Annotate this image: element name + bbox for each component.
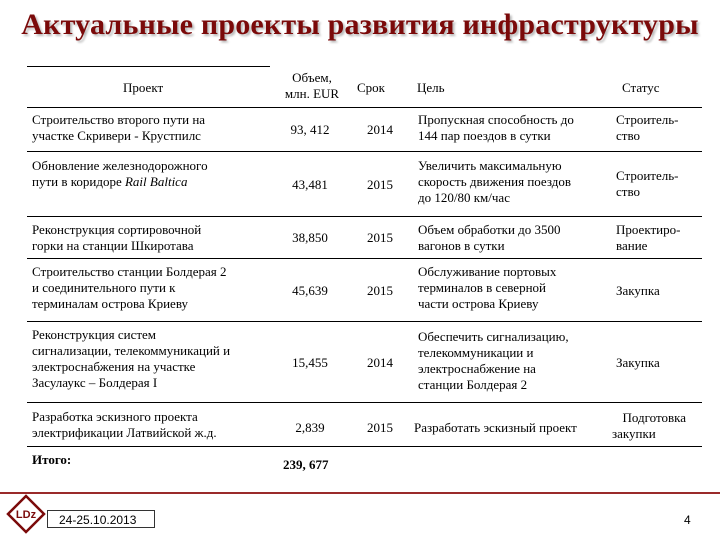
row2-status xyxy=(616,168,679,200)
header-rule-bottom xyxy=(27,107,702,108)
row4-goal xyxy=(418,264,556,312)
header-volume-line1: Объем, xyxy=(292,70,332,85)
row3-project xyxy=(32,222,201,254)
row1-project-line2: участке Скривери - Крустпилс xyxy=(32,128,201,143)
row5-project-line4: Засулаукс – Болдерая I xyxy=(32,375,158,390)
row3-volume: 38,850 xyxy=(292,230,328,245)
row5-goal-line2: телекоммуникации и xyxy=(418,345,534,360)
row4-project-line1: Строительство станции Болдерая 2 xyxy=(32,264,227,279)
row4-status xyxy=(616,283,660,299)
row5-project-line1: Реконструкция систем xyxy=(32,327,157,342)
row4-volume: 45,639 xyxy=(292,283,328,298)
row2-status-line2: ство xyxy=(616,184,641,199)
row1-status-line2: ство xyxy=(616,128,641,143)
row1-goal xyxy=(418,112,574,144)
row4-project-line2: и соединительного пути к xyxy=(32,280,176,295)
row-rule xyxy=(27,402,702,403)
row2-goal-line1: Увеличить максимальную xyxy=(418,158,562,173)
header-project: Проект xyxy=(123,80,164,95)
row4-project xyxy=(32,264,227,312)
header-term: Срок xyxy=(357,80,385,95)
row4-term: 2015 xyxy=(367,283,393,298)
row2-goal-line2: скорость движения поездов xyxy=(418,174,572,189)
row1-goal-line2: 144 пар поездов в сутки xyxy=(418,128,551,143)
row5-project-line3: электроснабжения на участке xyxy=(32,359,196,374)
row3-goal xyxy=(418,222,561,254)
ldz-logo-icon xyxy=(6,494,46,534)
row1-project xyxy=(32,112,205,144)
row6-goal-line1: Разработать эскизный проект xyxy=(414,420,577,435)
row3-project-line1: Реконструкция сортировочной xyxy=(32,222,202,237)
total-label: Итого: xyxy=(32,452,72,467)
row4-goal-line1: Обслуживание портовых xyxy=(418,264,557,279)
row2-project-italic: Rail Baltica xyxy=(124,174,188,189)
row2-goal-line3: до 120/80 км/час xyxy=(418,190,510,205)
row5-goal xyxy=(418,329,569,393)
header-rule-top xyxy=(27,66,270,67)
row1-volume: 93, 412 xyxy=(290,122,330,137)
row5-status xyxy=(616,355,660,371)
row6-project-line1: Разработка эскизного проекта xyxy=(32,409,198,424)
row1-project-line1: Строительство второго пути на xyxy=(32,112,206,127)
row4-project-line3: терминалам острова Криеву xyxy=(32,296,189,311)
slide-title: Актуальные проекты развития инфраструктуры xyxy=(21,8,699,41)
row-rule xyxy=(27,258,702,259)
row-rule xyxy=(27,151,702,152)
page-number: 4 xyxy=(684,513,691,527)
row1-status xyxy=(616,112,679,144)
row6-project xyxy=(32,409,217,441)
row2-status-line1: Строитель- xyxy=(616,168,679,183)
row3-term: 2015 xyxy=(367,230,393,245)
row5-project-line2: сигнализации, телекоммуникаций и xyxy=(32,343,231,358)
header-goal: Цель xyxy=(417,80,445,95)
header-status: Статус xyxy=(622,80,660,95)
row5-project xyxy=(32,327,230,391)
row3-goal-line2: вагонов в сутки xyxy=(418,238,505,253)
row2-term: 2015 xyxy=(367,177,393,192)
row1-term: 2014 xyxy=(367,122,393,137)
row5-term: 2014 xyxy=(367,355,393,370)
row5-volume: 15,455 xyxy=(292,355,328,370)
row-rule xyxy=(27,446,702,447)
row3-status xyxy=(616,222,680,254)
footer-divider xyxy=(0,492,720,494)
row-rule xyxy=(27,321,702,322)
row5-status-line1: Закупка xyxy=(616,355,660,370)
row-rule xyxy=(27,216,702,217)
total-value: 239, 677 xyxy=(283,457,329,472)
row1-goal-line1: Пропускная способность до xyxy=(418,112,574,127)
row3-status-line2: вание xyxy=(616,238,648,253)
row6-status-line2: закупки xyxy=(612,426,656,441)
row6-project-line2: электрификации Латвийской ж.д. xyxy=(32,425,217,440)
row2-project-line2: пути в коридоре xyxy=(32,174,122,189)
row3-goal-line1: Объем обработки до 3500 xyxy=(418,222,561,237)
row4-goal-line2: терминалов в северной xyxy=(418,280,546,295)
row6-goal xyxy=(414,420,577,436)
row2-goal xyxy=(418,158,571,206)
row5-goal-line4: станции Болдерая 2 xyxy=(418,377,528,392)
header-volume xyxy=(272,70,352,102)
row3-project-line2: горки на станции Шкиротава xyxy=(32,238,194,253)
row4-status-line1: Закупка xyxy=(616,283,660,298)
row1-status-line1: Строитель- xyxy=(616,112,679,127)
row6-term: 2015 xyxy=(367,420,393,435)
logo-text: LDz xyxy=(15,509,37,521)
row2-project-line1: Обновление железнодорожного xyxy=(32,158,208,173)
row6-status xyxy=(608,410,686,442)
row6-status-line1: Подготовка xyxy=(622,410,686,425)
row2-volume: 43,481 xyxy=(292,177,328,192)
footer-date: 24-25.10.2013 xyxy=(47,510,155,528)
row4-goal-line3: части острова Криеву xyxy=(418,296,539,311)
row3-status-line1: Проектиро- xyxy=(616,222,681,237)
row5-goal-line1: Обеспечить сигнализацию, xyxy=(418,329,569,344)
row5-goal-line3: электроснабжение на xyxy=(418,361,536,376)
row2-project xyxy=(32,158,208,190)
header-volume-line2: млн. EUR xyxy=(284,86,340,101)
row6-volume: 2,839 xyxy=(295,420,325,435)
